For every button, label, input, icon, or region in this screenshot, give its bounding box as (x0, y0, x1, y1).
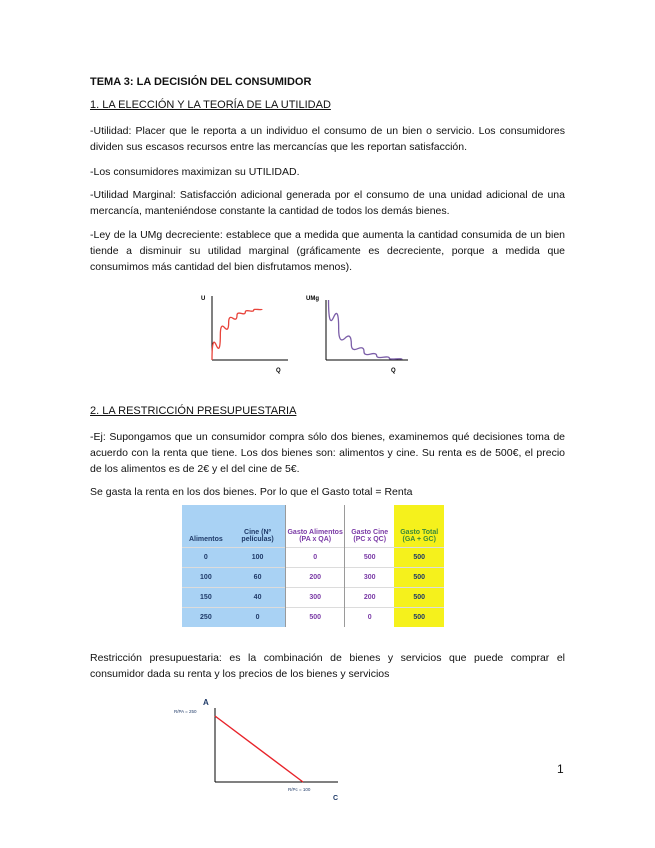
table-header: Gasto Total (GA + GC) (394, 505, 444, 548)
paragraph: -Los consumidores maximizan su UTILIDAD. (90, 166, 300, 178)
marginal-utility-curve (329, 300, 402, 359)
table-cell: 150 (182, 588, 230, 608)
y-intercept-label: R/PA = 250 (174, 709, 197, 714)
table-cell: 200 (286, 568, 345, 588)
table-cell: 60 (230, 568, 286, 588)
paragraph: Se gasta la renta en los dos bienes. Por lo que el Gasto total = Renta (90, 486, 413, 498)
page-title: TEMA 3: LA DECISIÓN DEL CONSUMIDOR (90, 76, 312, 88)
table-header-row (182, 505, 444, 548)
table-row (182, 608, 444, 628)
y-axis-label: U (201, 296, 206, 302)
table-header: Alimentos (182, 505, 230, 548)
table-cell: 500 (286, 608, 345, 628)
table-cell: 0 (344, 608, 394, 628)
table-cell: 100 (230, 548, 286, 568)
paragraph: -Utilidad Marginal: Satisfacción adicional generada por el consumo de una unidad adicional de una mercancía, manteniéndose constante la cantidad de todos los demás bienes. (90, 189, 565, 217)
x-axis-label: C (333, 795, 339, 802)
paragraph: -Utilidad: Placer que le reporta a un individuo el consumo de un bien o servicio. Los consumidores dividen sus escasos recursos entre las mercancías que les reportan satisfacción. (90, 125, 565, 153)
table-cell: 200 (344, 588, 394, 608)
table-cell: 0 (182, 548, 230, 568)
table-header: Gasto Cine (PC x QC) (344, 505, 394, 548)
page-number: 1 (557, 762, 564, 776)
paragraph: Restricción presupuestaria: es la combinación de bienes y servicios que puede comprar el consumidor dada su renta y los precios de los bienes y servicios (90, 652, 565, 680)
spending-table (182, 505, 444, 627)
x-axis-label: Q (276, 368, 281, 374)
x-axis-label: Q (391, 368, 396, 374)
y-axis-label: A (203, 698, 209, 707)
table-cell: 300 (286, 588, 345, 608)
budget-constraint-chart (168, 694, 368, 804)
budget-line (215, 716, 303, 782)
table-row (182, 548, 444, 568)
table-header: Cine (Nº películas) (230, 505, 286, 548)
table-cell: 0 (230, 608, 286, 628)
table-cell: 500 (394, 548, 444, 568)
paragraph: -Ej: Supongamos que un consumidor compra sólo dos bienes, examinemos qué decisiones toma de acuerdo con la renta que tiene. Los dos bienes son: alimentos y cine. Su renta es de 500€, el precio de los alimentos es de 2€ y el del cine de 5€. (90, 431, 565, 475)
section-heading-utilidad: 1. LA ELECCIÓN Y LA TEORÍA DE LA UTILIDAD (90, 99, 331, 111)
table-row (182, 568, 444, 588)
table-cell: 500 (344, 548, 394, 568)
y-axis-label: UMg (306, 296, 319, 302)
x-intercept-label: R/Pc = 100 (288, 787, 311, 792)
table-cell: 500 (394, 588, 444, 608)
table-cell: 500 (394, 608, 444, 628)
marginal-utility-chart (306, 288, 416, 378)
table-cell: 300 (344, 568, 394, 588)
utility-curve (212, 309, 262, 360)
utility-chart (196, 288, 296, 378)
table-cell: 250 (182, 608, 230, 628)
table-header: Gasto Alimentos (PA x QA) (286, 505, 345, 548)
table-cell: 0 (286, 548, 345, 568)
section-heading-restriccion: 2. LA RESTRICCIÓN PRESUPUESTARIA (90, 405, 297, 417)
paragraph: -Ley de la UMg decreciente: establece que a medida que aumenta la cantidad consumida de un bien tiende a disminuir su utilidad marginal (gráficamente es decreciente, porque a medida que consumimos más cantidad del bien disfrutamos menos). (90, 229, 565, 273)
table-cell: 40 (230, 588, 286, 608)
table-cell: 100 (182, 568, 230, 588)
table-cell: 500 (394, 568, 444, 588)
table-row (182, 588, 444, 608)
